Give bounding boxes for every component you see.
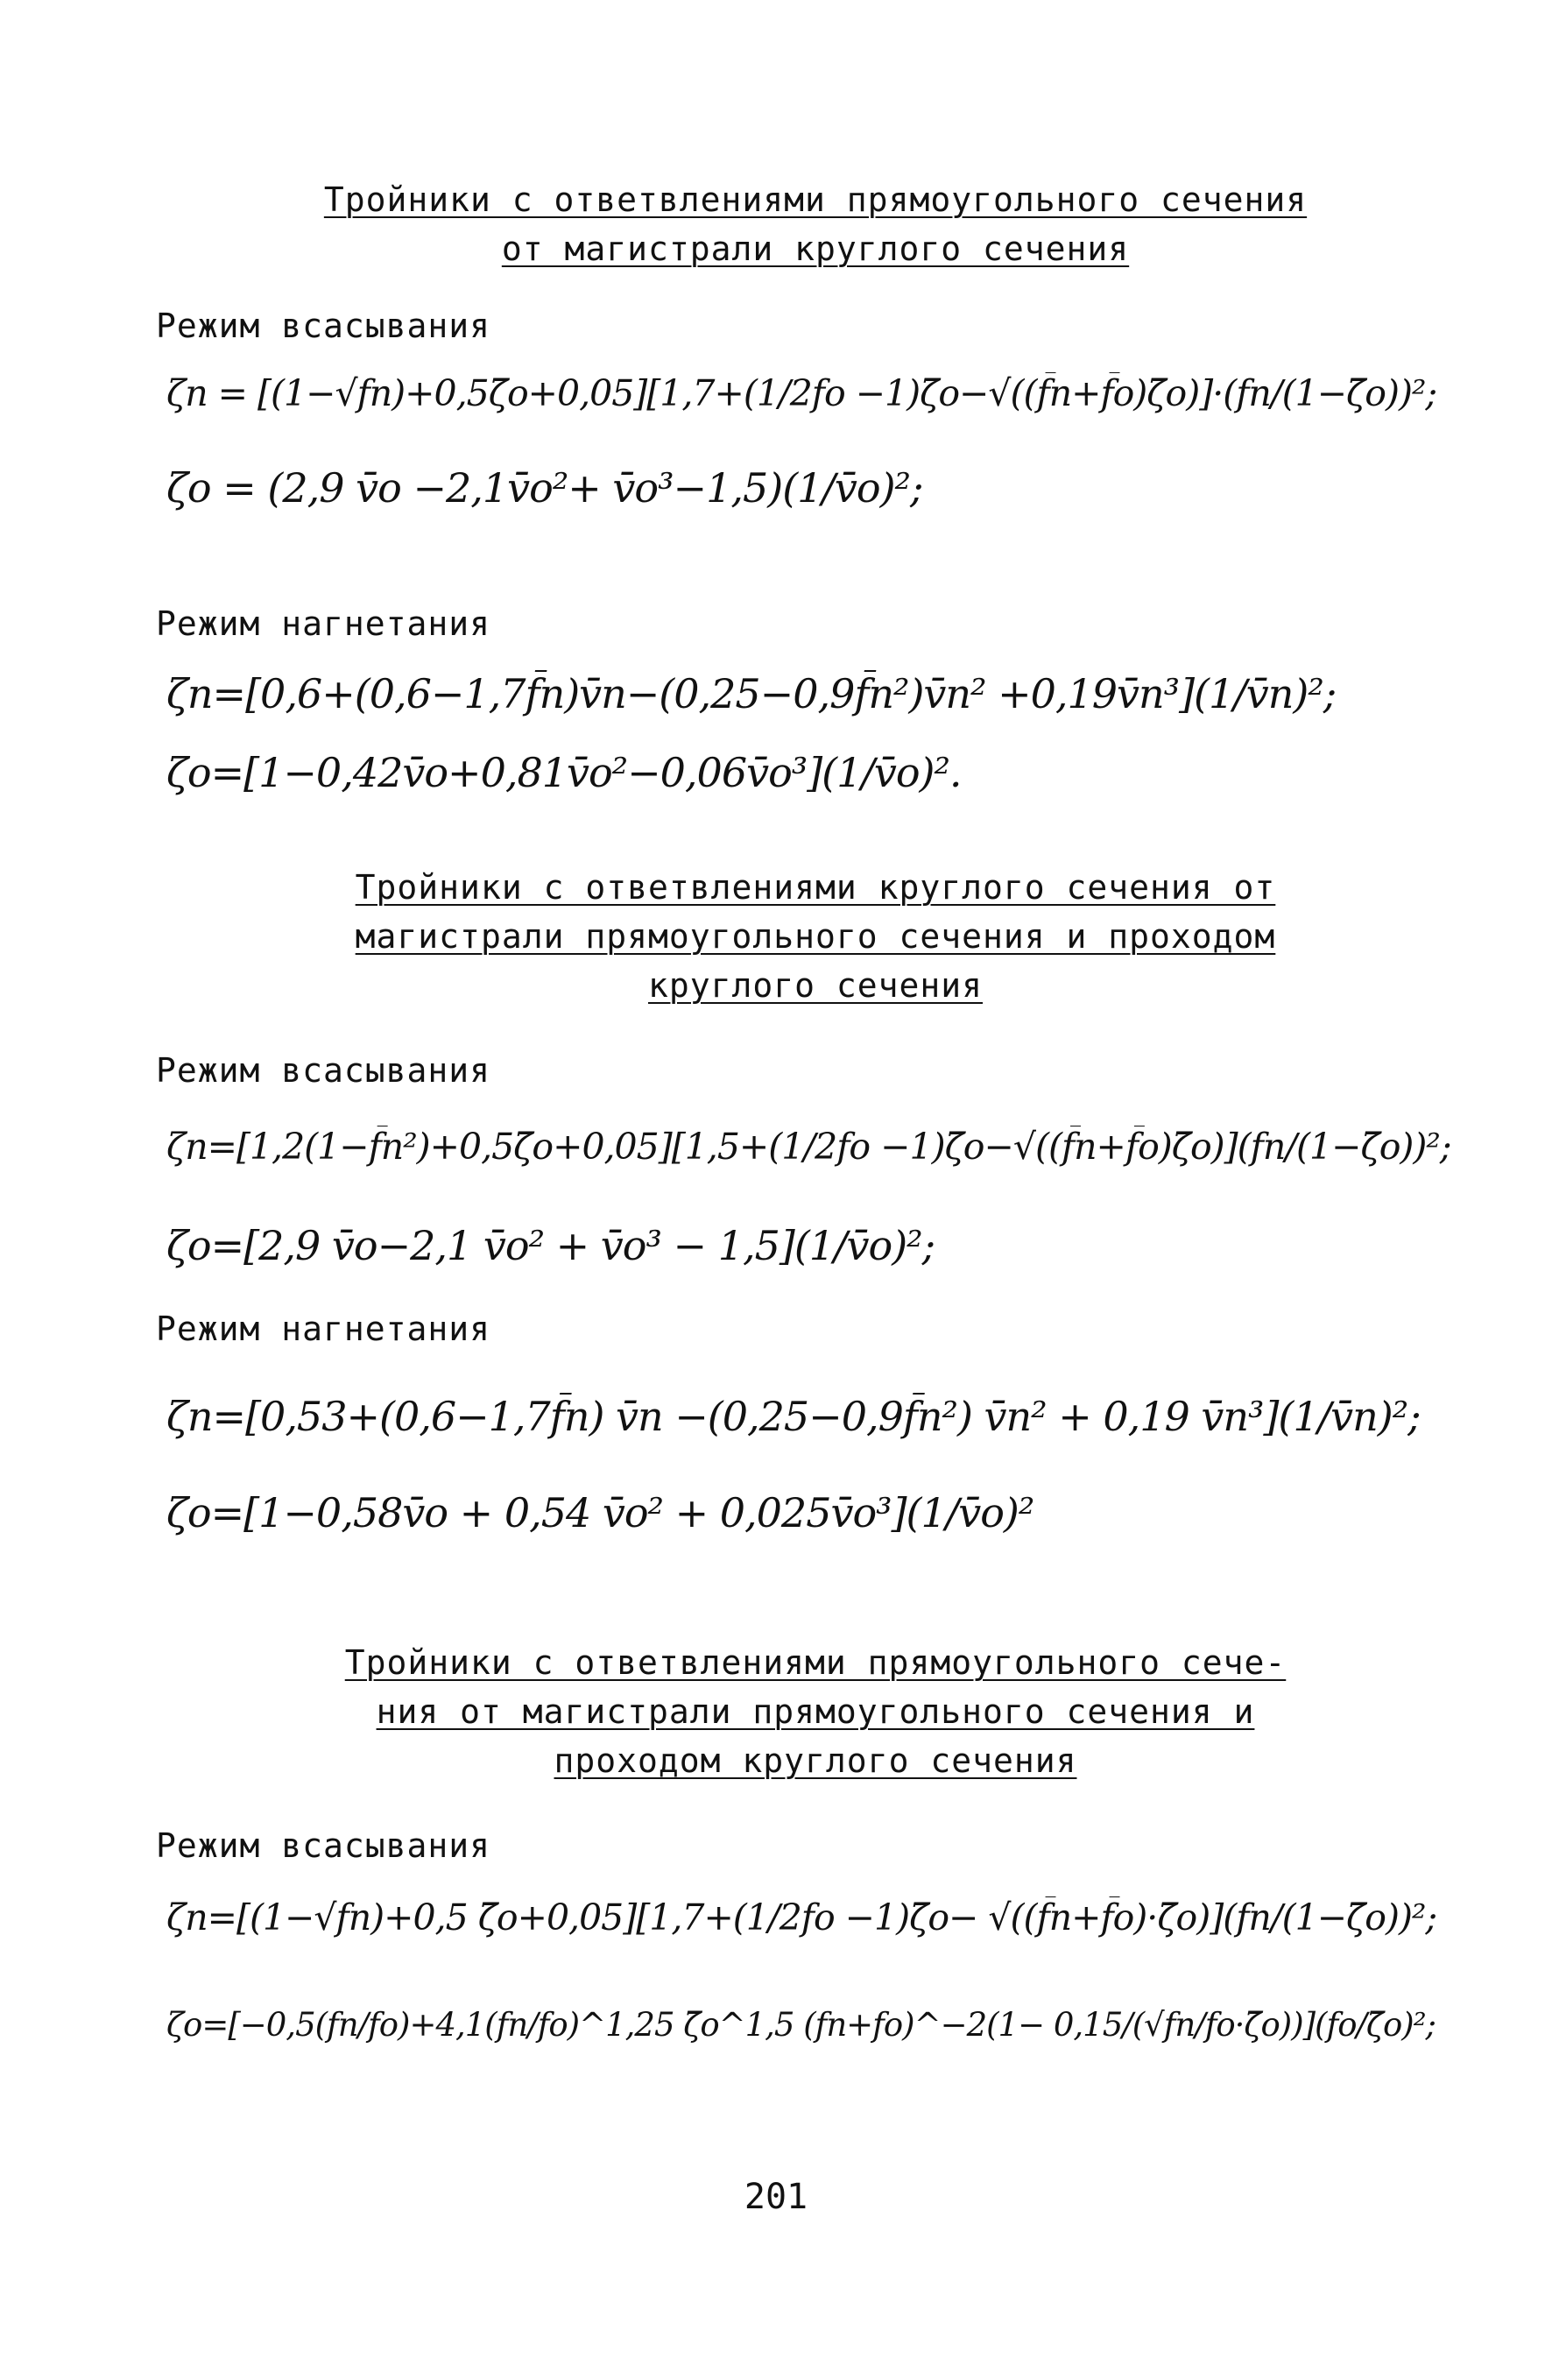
section-3-formula-2: ζо=[−0,5(fп/fо)+4,1(fп/fо)^1,25 ζ̄о^1,5 (fп+fо)^−2(1− 0,15/(√fп/fо·ζ̄о))](fо/ζ̄о)²; xyxy=(166,2006,1436,2044)
section-1-title-line-1: Тройники с ответвлениями прямоугольного сечения xyxy=(323,180,1308,219)
section-3-title-line-2: ния от магистрали прямоугольного сечения и xyxy=(376,1692,1255,1731)
section-3-mode-1-label: Режим всасывания xyxy=(156,1826,491,1865)
section-2-formula-4: ζо=[1−0,58v̄о + 0,54 v̄о² + 0,025v̄о³](1/v̄о)² xyxy=(166,1489,1034,1536)
section-3-title-line-3: проходом круглого сечения xyxy=(554,1741,1077,1780)
section-1-formula-4: ζо=[1−0,42v̄о+0,81v̄о²−0,06v̄о³](1/v̄о)². xyxy=(166,749,962,796)
section-1-formula-1: ζп = [(1−√fп)+0,5ζ̄о+0,05][1,7+(1/2fо −1)ζ̄о−√((f̄п+f̄о)ζ̄о)]·(fп/(1−ζ̄о))²; xyxy=(166,372,1437,414)
section-2-mode-1-label: Режим всасывания xyxy=(156,1051,491,1090)
section-1-mode-1-label: Режим всасывания xyxy=(156,307,491,345)
section-2-title xyxy=(0,863,1552,1010)
section-1-formula-2: ζо = (2,9 v̄о −2,1v̄о²+ v̄о³−1,5)(1/v̄о)²; xyxy=(166,464,923,512)
section-1-mode-2-label: Режим нагнетания xyxy=(156,604,491,643)
section-2-mode-2-label: Режим нагнетания xyxy=(156,1310,491,1348)
section-1-formula-3: ζп=[0,6+(0,6−1,7f̄п)v̄п−(0,25−0,9f̄п²)v̄п² +0,19v̄п³](1/v̄п)²; xyxy=(166,670,1337,717)
section-3-title xyxy=(0,1638,1552,1785)
section-3-formula-1: ζп=[(1−√fп)+0,5 ζ̄о+0,05][1,7+(1/2fо −1)ζ̄о− √((f̄п+f̄о)·ζ̄о)](fп/(1−ζ̄о))²; xyxy=(166,1896,1437,1939)
section-2-formula-3: ζп=[0,53+(0,6−1,7f̄п) v̄п −(0,25−0,9f̄п²) v̄п² + 0,19 v̄п³](1/v̄п)²; xyxy=(166,1393,1421,1440)
section-2-formula-2: ζо=[2,9 v̄о−2,1 v̄о² + v̄о³ − 1,5](1/v̄о)²; xyxy=(166,1222,935,1269)
section-2-title-line-1: Тройники с ответвлениями круглого сечения от xyxy=(355,868,1276,907)
section-2-title-line-2: магистрали прямоугольного сечения и проходом xyxy=(355,917,1276,956)
section-2-formula-1: ζп=[1,2(1−f̄п²)+0,5ζ̄о+0,05][1,5+(1/2fо −1)ζ̄о−√((f̄п+f̄о)ζ̄о)](fп/(1−ζ̄о))²; xyxy=(166,1126,1451,1168)
section-3-title-line-1: Тройники с ответвлениями прямоугольного сече- xyxy=(344,1643,1287,1682)
section-1-title-line-2: от магистрали круглого сечения xyxy=(501,230,1130,268)
page-number: 201 xyxy=(744,2177,808,2217)
section-2-title-line-3: круглого сечения xyxy=(647,966,984,1005)
section-1-title xyxy=(0,175,1552,273)
